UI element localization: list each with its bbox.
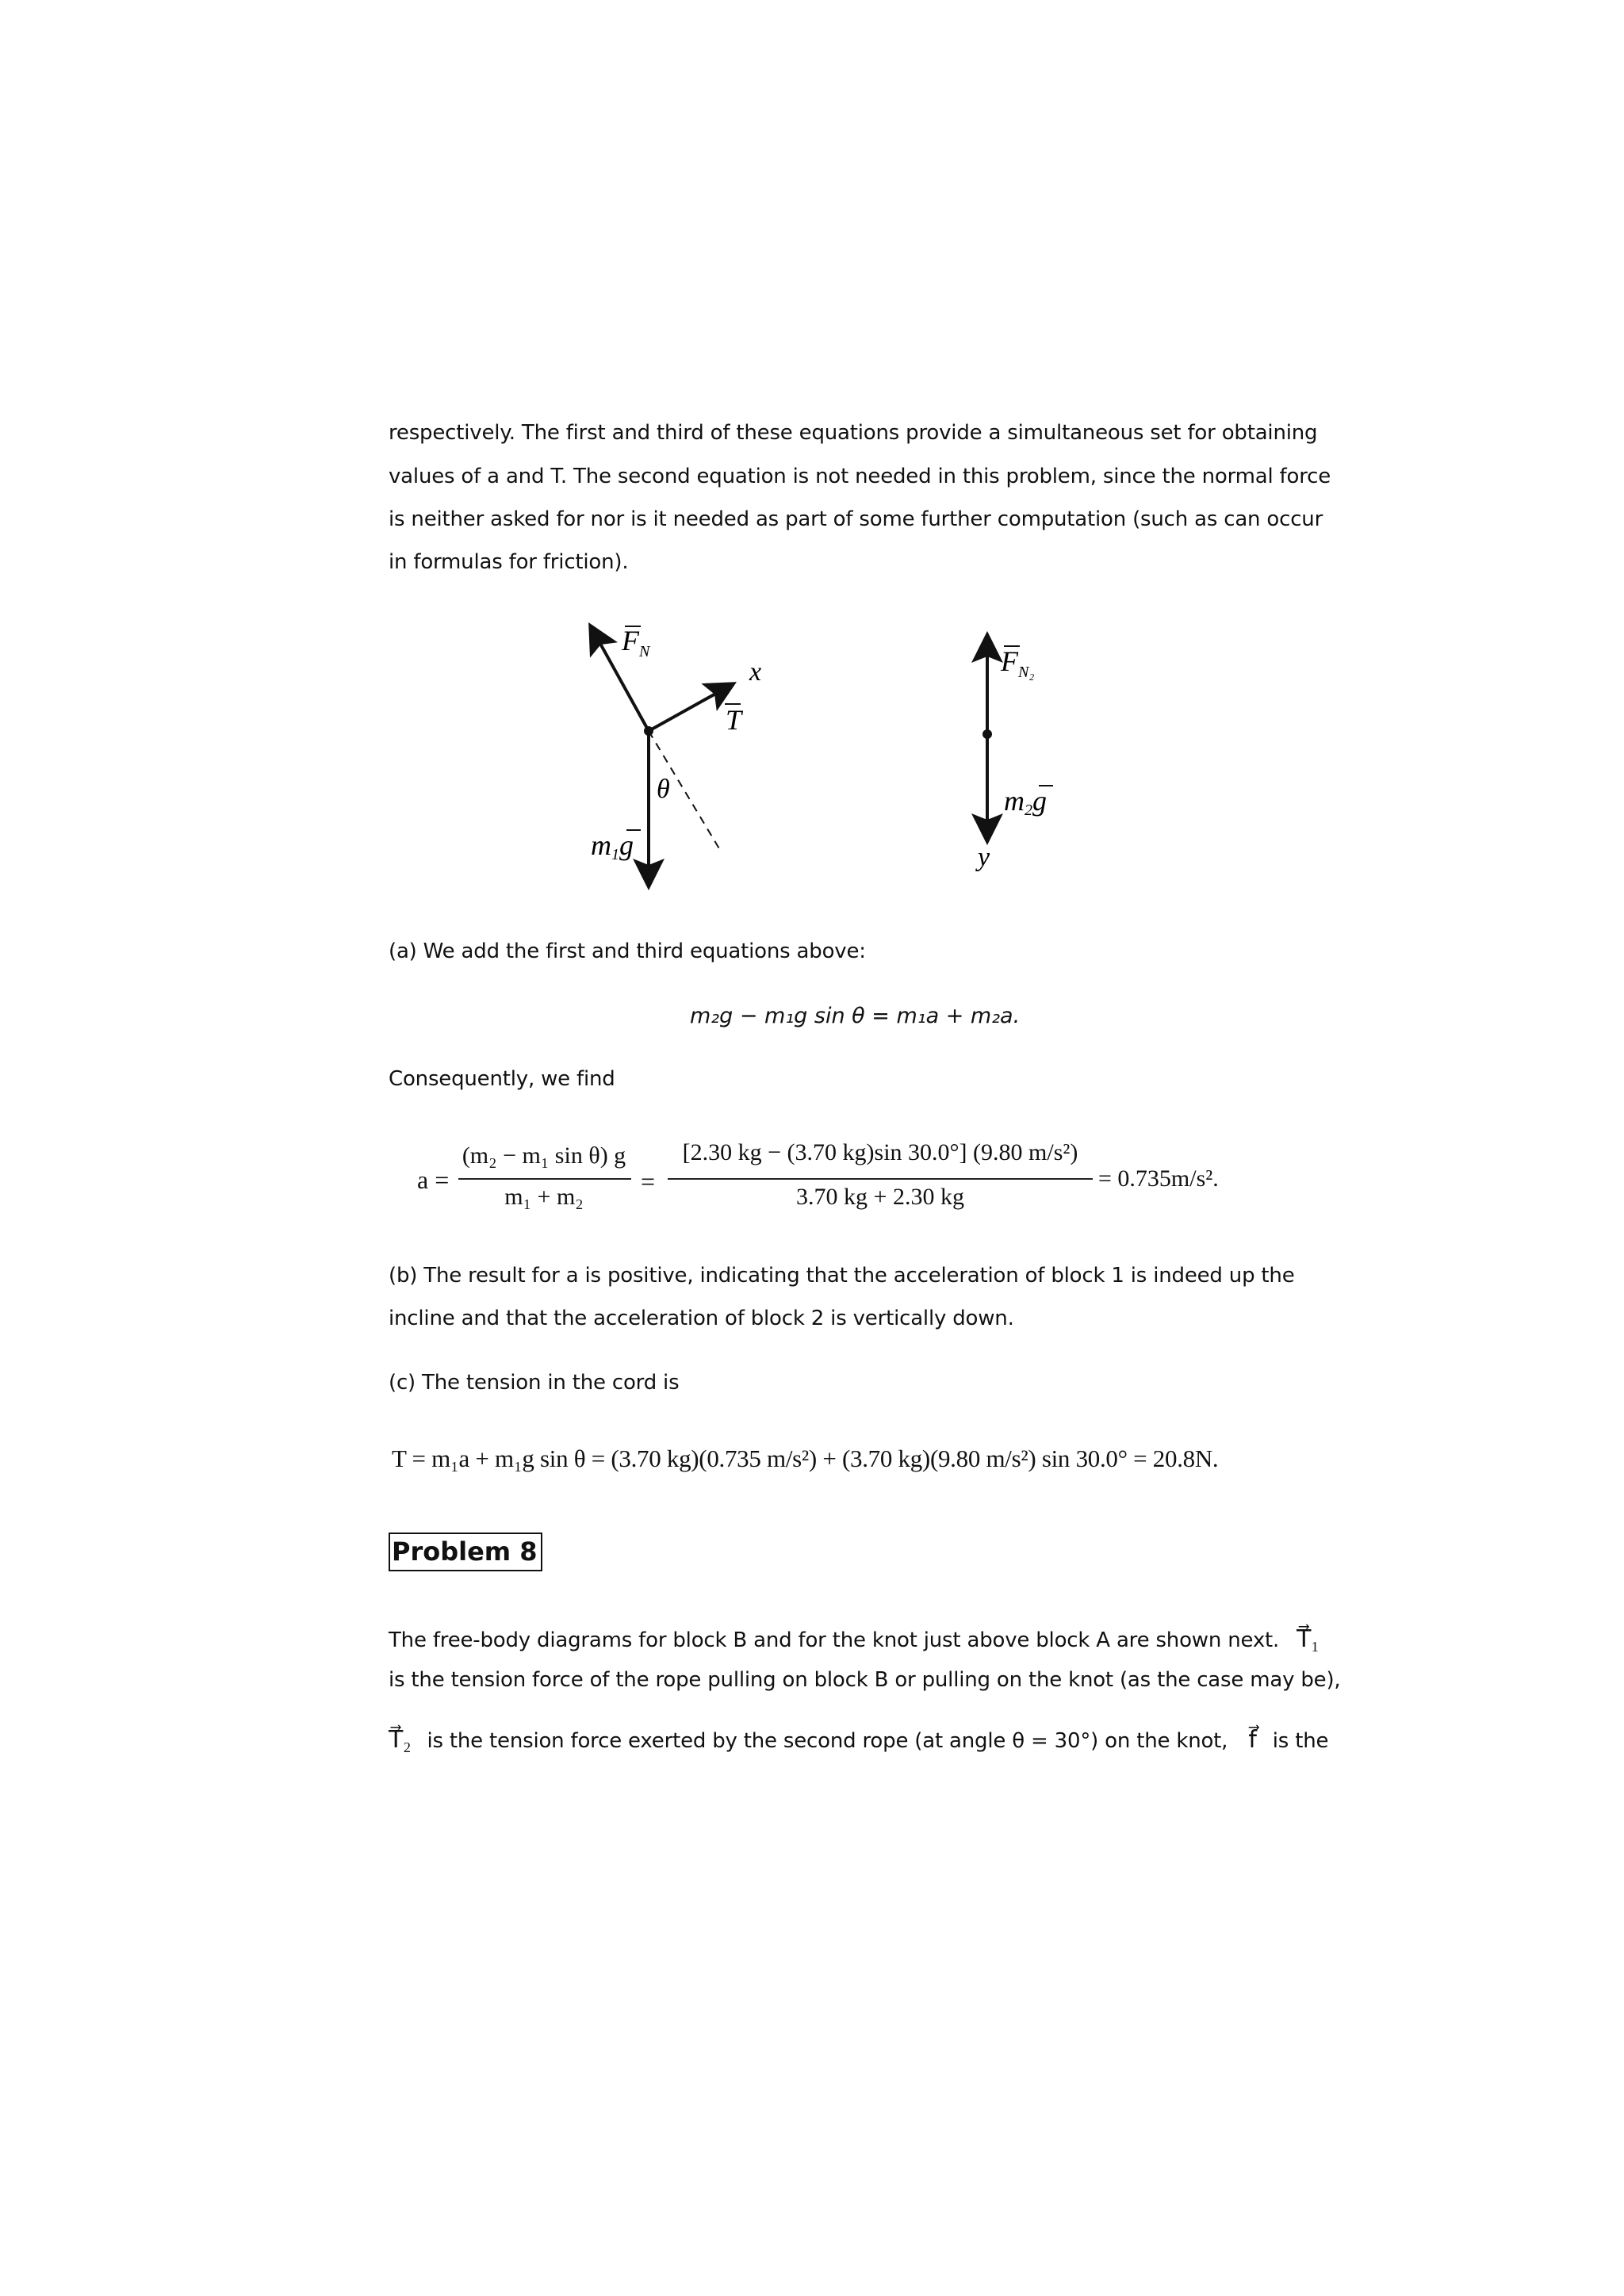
paragraph-line: respectively. The first and third of these equations provide a simultaneous set for obtaining <box>389 421 1318 445</box>
fraction2-bar <box>668 1178 1093 1180</box>
angle-label: θ <box>657 775 670 804</box>
tension-arrow <box>649 685 731 731</box>
paragraph-line: is neither asked for nor is it needed as part of some further computation (such as can occur <box>389 507 1323 531</box>
problem8-line <box>389 1726 1328 1754</box>
free-body-diagrams <box>0 610 1624 896</box>
normal-force-label: $F_N$ <box>622 625 650 660</box>
paragraph-line: in formulas for friction). <box>389 550 629 574</box>
friction-symbol: f⃗ <box>1248 1727 1257 1753</box>
part-b-line: incline and that the acceleration of block 2 is vertically down. <box>389 1307 1014 1330</box>
x-axis-label: x <box>749 657 762 687</box>
t1-symbol: T⃗₁ <box>1297 1626 1320 1652</box>
consequently-text: Consequently, we find <box>389 1067 615 1091</box>
problem-8-heading: Problem 8 <box>389 1533 542 1571</box>
t2-symbol: T⃗₂ <box>389 1727 412 1753</box>
weight-2-label: m2g <box>1004 785 1047 819</box>
block1-point <box>644 726 653 736</box>
tension-equation: T = m₁a + m₁g sin θ = (3.70 kg)(0.735 m/s²) + (3.70 kg)(9.80 m/s²) sin 30.0° = 20.8N. <box>392 1445 1219 1472</box>
part-b-line: (b) The result for a is positive, indicating that the acceleration of block 1 is indeed up the <box>389 1264 1295 1288</box>
fraction2-denominator: 3.70 kg + 2.30 kg <box>796 1184 964 1210</box>
fraction1-denominator: m₁ + m₂ <box>504 1184 584 1210</box>
a-lhs: a = <box>417 1165 450 1194</box>
normal-force-2-label: $F_{N_2}$ <box>1001 645 1035 681</box>
problem8-text: is the <box>1272 1729 1329 1753</box>
paragraph-line: values of a and T. The second equation is not needed in this problem, since the normal force <box>389 465 1331 488</box>
fraction1-bar <box>458 1178 631 1180</box>
problem8-text: The free-body diagrams for block B and for the knot just above block A are shown next. <box>389 1628 1280 1652</box>
sum-equation: m₂g − m₁g sin θ = m₁a + m₂a. <box>690 1004 1021 1028</box>
part-c-intro: (c) The tension in the cord is <box>389 1371 680 1395</box>
block2-diagram <box>975 637 1053 872</box>
problem8-line <box>389 1625 1320 1653</box>
acceleration-result: = 0.735m/s². <box>1098 1165 1219 1192</box>
weight-label: m1g <box>591 829 634 863</box>
fraction1-numerator: (m₂ − m₁ sin θ) g <box>462 1142 626 1169</box>
equals-sign: = <box>641 1167 656 1196</box>
block2-point <box>982 729 992 739</box>
tension-label: T <box>726 704 742 736</box>
problem8-line: is the tension force of the rope pulling on block B or pulling on the knot (as the case may be), <box>389 1668 1341 1692</box>
y-axis-label: y <box>978 843 990 872</box>
problem8-text: is the tension force exerted by the second rope (at angle θ = 30°) on the knot, <box>427 1729 1228 1753</box>
part-a-intro: (a) We add the first and third equations above: <box>389 939 866 963</box>
fraction2-numerator: [2.30 kg − (3.70 kg)sin 30.0°] (9.80 m/s²) <box>682 1139 1078 1165</box>
block1-diagram <box>591 625 761 884</box>
